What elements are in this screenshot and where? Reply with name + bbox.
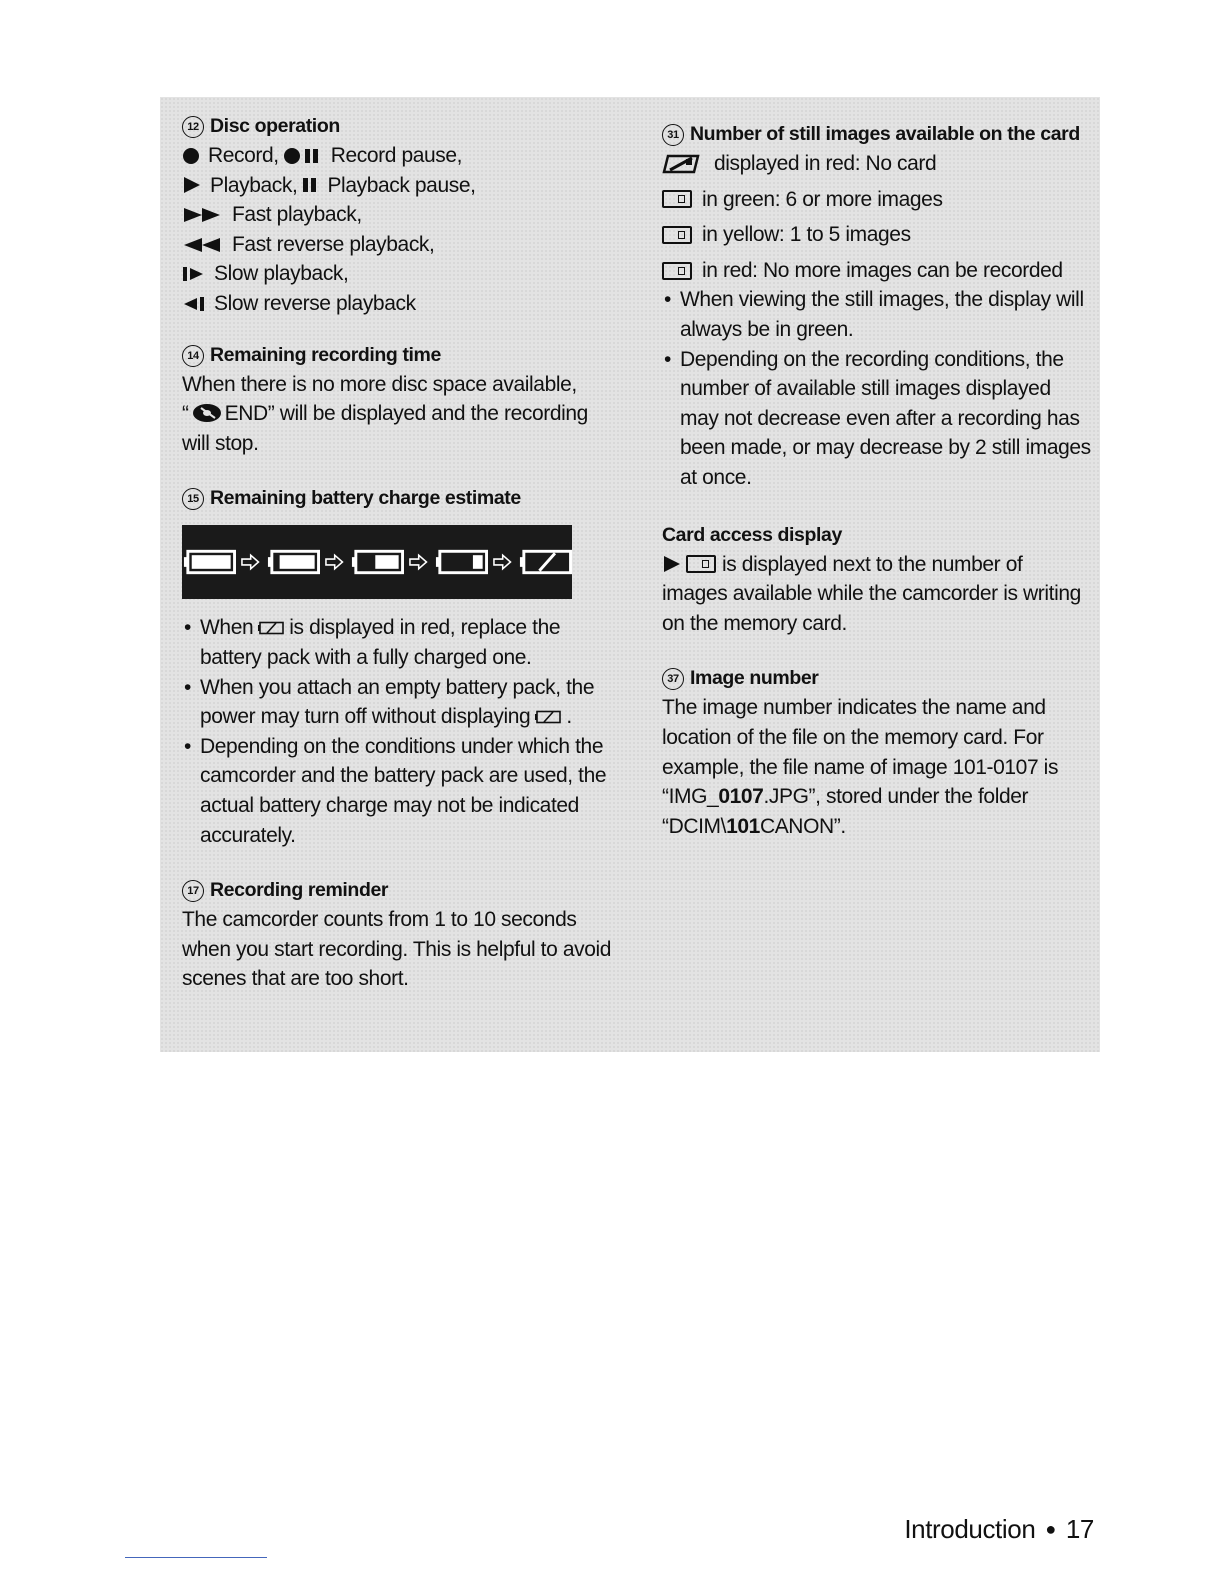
image-number-text: The image number indicates the name and location of the file on the memory card. For example, the file name of image 101-0107 is “IMG_0107.JPG”, stored under the folder “DCIM\101CANON”. (662, 696, 1059, 838)
disc-row-slow-reverse: Slow reverse playback (182, 289, 622, 319)
heading-disc-operation: 12 Disc operation (182, 112, 622, 141)
arrow-right-icon (324, 552, 345, 572)
bullet-separator-icon: ● (1045, 1519, 1056, 1539)
memory-card-icon (686, 555, 716, 573)
callout-number: 37 (662, 668, 684, 690)
right-column (662, 120, 1092, 841)
card-status-row: in yellow: 1 to 5 images (662, 220, 1092, 250)
callout-number: 17 (182, 880, 204, 902)
arrow-right-icon (492, 552, 513, 572)
battery-level-strip (182, 525, 572, 599)
fast-forward-icon (182, 206, 224, 224)
card-status-row: in green: 6 or more images (662, 185, 1092, 215)
page-number: 17 (1065, 1514, 1094, 1544)
heading-battery-charge-estimate: 15 Remaining battery charge estimate (182, 484, 622, 513)
callout-number: 12 (182, 116, 204, 138)
heading-recording-reminder: 17 Recording reminder (182, 876, 622, 905)
disc-icon (191, 403, 223, 423)
footer-section: Introduction (904, 1514, 1036, 1544)
no-card-icon (662, 154, 700, 174)
left-column (182, 112, 622, 994)
callout-number: 31 (662, 124, 684, 146)
callout-number: 15 (182, 488, 204, 510)
disc-row-playback: Playback, Playback pause, (182, 171, 622, 201)
heading-image-number: 37 Image number (662, 664, 1092, 693)
callout-number: 14 (182, 345, 204, 367)
record-icon (182, 147, 200, 165)
heading-still-images-available: 31 Number of still images available on the card (662, 120, 1092, 149)
list-item: • Depending on the conditions under which the camcorder and the battery pack are used, the actual battery charge may not be indicated accurately. (182, 732, 622, 850)
play-icon (662, 555, 682, 573)
battery-low-icon (434, 547, 488, 577)
card-access-text: is displayed next to the number of images available while the camcorder is writing on the memory card. (662, 552, 1081, 635)
disc-row-record: Record, Record pause, (182, 141, 622, 171)
play-icon (182, 176, 202, 194)
arrow-right-icon (408, 552, 429, 572)
memory-card-icon (662, 226, 692, 244)
battery-empty-icon (534, 710, 562, 724)
battery-notes (182, 613, 622, 850)
battery-high-icon (266, 547, 320, 577)
list-item: • When is displayed in red, replace the battery pack with a fully charged one. (182, 613, 622, 672)
disc-row-fast-reverse: Fast reverse playback, (182, 230, 622, 260)
footer-rule (125, 1557, 267, 1558)
list-item: • When you attach an empty battery pack, the power may turn off without displaying . (182, 673, 622, 732)
memory-card-icon (662, 262, 692, 280)
arrow-right-icon (240, 552, 261, 572)
fast-reverse-icon (182, 236, 224, 254)
heading-card-access-display: Card access display (662, 523, 842, 546)
battery-medium-icon (350, 547, 404, 577)
battery-empty-icon (257, 621, 285, 635)
disc-row-slow-playback: Slow playback, (182, 259, 622, 289)
record-pause-icon (283, 147, 323, 165)
list-item: • When viewing the still images, the display will always be in green. (662, 285, 1092, 344)
battery-full-icon (182, 547, 236, 577)
recording-time-text: When there is no more disc space available, “ END” will be displayed and the recording will stop. (182, 372, 588, 455)
pause-icon (301, 176, 319, 194)
list-item: • Depending on the recording conditions, the number of available still images displayed may not decrease even after a recording has been made, or may decrease by 2 still images at once. (662, 345, 1092, 493)
page-footer (904, 1514, 1094, 1545)
recording-reminder-text: The camcorder counts from 1 to 10 seconds when you start recording. This is helpful to avoid scenes that are too short. (182, 908, 612, 991)
slow-play-icon (182, 265, 206, 283)
card-status-row: displayed in red: No card (662, 149, 1092, 179)
slow-reverse-icon (182, 295, 206, 313)
still-image-notes (662, 285, 1092, 492)
battery-empty-icon (518, 547, 572, 577)
card-status-row: in red: No more images can be recorded (662, 256, 1092, 286)
heading-remaining-recording-time: 14 Remaining recording time (182, 341, 622, 370)
disc-row-fast-playback: Fast playback, (182, 200, 622, 230)
memory-card-icon (662, 190, 692, 208)
